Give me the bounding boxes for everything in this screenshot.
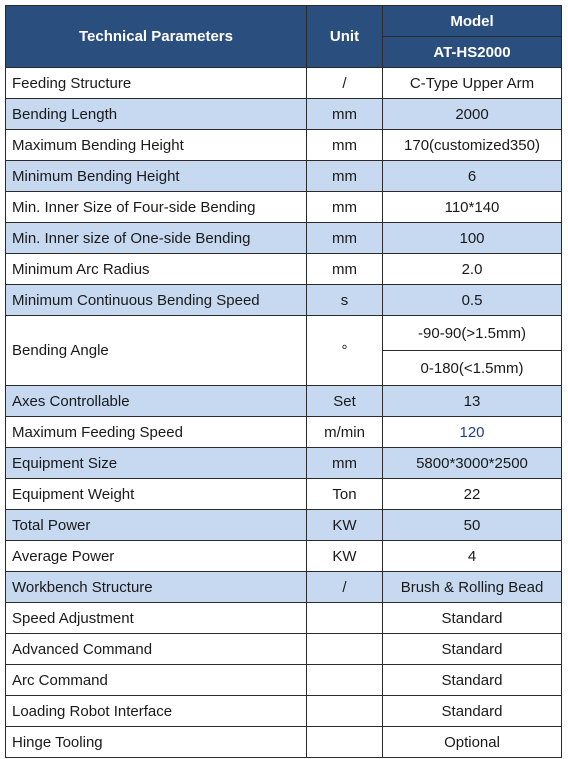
unit-cell: / (307, 68, 383, 99)
param-cell: Equipment Weight (6, 479, 307, 510)
table-row (6, 541, 562, 572)
header-model: Model (383, 6, 562, 37)
header-model-value: AT-HS2000 (383, 37, 562, 68)
value-cell: 5800*3000*2500 (383, 448, 562, 479)
spec-table (5, 5, 562, 758)
unit-cell (307, 665, 383, 696)
param-cell: Min. Inner Size of Four-side Bending (6, 192, 307, 223)
table-row (6, 99, 562, 130)
param-cell: Hinge Tooling (6, 727, 307, 758)
unit-cell: KW (307, 510, 383, 541)
table-row (6, 665, 562, 696)
value-cell: 4 (383, 541, 562, 572)
value-cell: 120 (383, 417, 562, 448)
param-cell: Average Power (6, 541, 307, 572)
value-cell: 100 (383, 223, 562, 254)
table-row (6, 161, 562, 192)
unit-cell: Ton (307, 479, 383, 510)
unit-cell: mm (307, 99, 383, 130)
value-cell: 22 (383, 479, 562, 510)
unit-cell: mm (307, 192, 383, 223)
table-row (6, 417, 562, 448)
table-row (6, 68, 562, 99)
value-cell: Optional (383, 727, 562, 758)
table-row (6, 510, 562, 541)
unit-cell (307, 634, 383, 665)
table-row (6, 448, 562, 479)
param-cell: Speed Adjustment (6, 603, 307, 634)
value-cell: Brush & Rolling Bead (383, 572, 562, 603)
value-cell: 50 (383, 510, 562, 541)
unit-cell: ° (307, 316, 383, 386)
unit-cell: KW (307, 541, 383, 572)
table-row (6, 603, 562, 634)
param-cell: Total Power (6, 510, 307, 541)
value-cell: Standard (383, 634, 562, 665)
table-row (6, 572, 562, 603)
value-cell: 110*140 (383, 192, 562, 223)
unit-cell: mm (307, 130, 383, 161)
param-cell: Maximum Bending Height (6, 130, 307, 161)
param-cell: Bending Length (6, 99, 307, 130)
unit-cell: mm (307, 161, 383, 192)
table-row (6, 316, 562, 351)
unit-cell: / (307, 572, 383, 603)
unit-cell: Set (307, 386, 383, 417)
table-row (6, 479, 562, 510)
table-row (6, 192, 562, 223)
header-param: Technical Parameters (6, 6, 307, 68)
unit-cell (307, 727, 383, 758)
table-row (6, 285, 562, 316)
param-cell: Bending Angle (6, 316, 307, 386)
param-cell: Maximum Feeding Speed (6, 417, 307, 448)
unit-cell: s (307, 285, 383, 316)
param-cell: Equipment Size (6, 448, 307, 479)
param-cell: Minimum Arc Radius (6, 254, 307, 285)
value-cell: Standard (383, 665, 562, 696)
unit-cell (307, 696, 383, 727)
value-cell: 2.0 (383, 254, 562, 285)
value-cell: Standard (383, 696, 562, 727)
unit-cell: m/min (307, 417, 383, 448)
value-cell: 170(customized350) (383, 130, 562, 161)
unit-cell (307, 603, 383, 634)
header-unit: Unit (307, 6, 383, 68)
param-cell: Min. Inner size of One-side Bending (6, 223, 307, 254)
param-cell: Workbench Structure (6, 572, 307, 603)
param-cell: Feeding Structure (6, 68, 307, 99)
unit-cell: mm (307, 254, 383, 285)
param-cell: Minimum Bending Height (6, 161, 307, 192)
table-row (6, 386, 562, 417)
table-row (6, 223, 562, 254)
param-cell: Axes Controllable (6, 386, 307, 417)
table-row (6, 696, 562, 727)
value-cell: 2000 (383, 99, 562, 130)
value-cell: -90-90(>1.5mm) (383, 316, 562, 351)
table-body (6, 68, 562, 758)
value-cell: C-Type Upper Arm (383, 68, 562, 99)
param-cell: Advanced Command (6, 634, 307, 665)
value-cell: 6 (383, 161, 562, 192)
param-cell: Arc Command (6, 665, 307, 696)
table-row (6, 634, 562, 665)
table-row (6, 130, 562, 161)
param-cell: Loading Robot Interface (6, 696, 307, 727)
value-cell: 0-180(<1.5mm) (383, 351, 562, 386)
table-row (6, 727, 562, 758)
value-cell: 0.5 (383, 285, 562, 316)
value-cell: Standard (383, 603, 562, 634)
table-row (6, 254, 562, 285)
unit-cell: mm (307, 223, 383, 254)
unit-cell: mm (307, 448, 383, 479)
param-cell: Minimum Continuous Bending Speed (6, 285, 307, 316)
value-cell: 13 (383, 386, 562, 417)
